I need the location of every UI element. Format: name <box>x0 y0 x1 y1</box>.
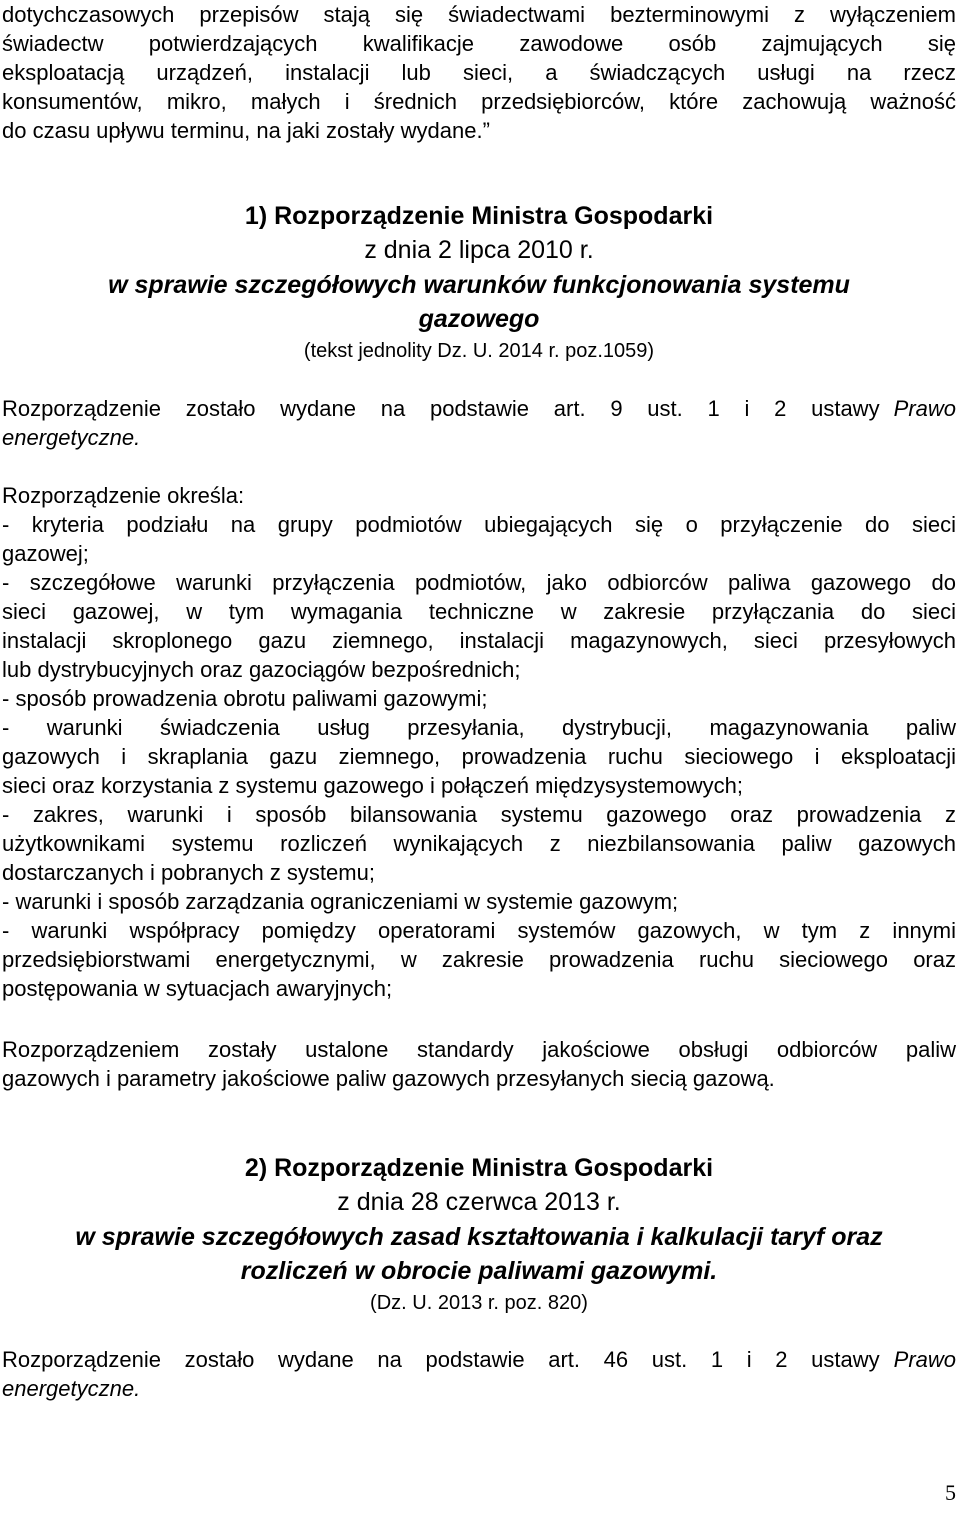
word: ust. <box>647 396 683 421</box>
reg1-standards <box>2 1035 956 1093</box>
reg1-basis-text <box>2 394 880 423</box>
word: Rozporządzenie <box>2 396 161 421</box>
word: zostało <box>185 396 256 421</box>
word: art. <box>553 396 586 421</box>
reg1-scope-line: - warunki świadczenia usług przesyłania, dystrybucji, magazynowania paliw <box>2 715 956 740</box>
reg1-basis <box>2 394 956 452</box>
reg1-scope-line: użytkownikami systemu rozliczeń wynikających z niezbilansowania paliw gazowych <box>2 831 956 856</box>
intro-line: eksploatacją urządzeń, instalacji lub sieci, a świadczących usługi na rzecz <box>2 60 956 85</box>
word: 9 <box>610 396 623 421</box>
word: ustawy <box>811 396 880 421</box>
reg1-scope <box>2 481 956 1003</box>
reg2-basis-line1 <box>2 1345 956 1374</box>
word: ust. <box>651 1347 688 1372</box>
reg2-source: (Dz. U. 2013 r. poz. 820) <box>370 1292 588 1314</box>
intro-line: dotychczasowych przepisów stają się świadectwami bezterminowymi z wyłączeniem <box>2 2 956 27</box>
word: wydane <box>277 1347 354 1372</box>
word: 2 <box>775 1347 788 1372</box>
reg1-scope-line: dostarczanych i pobranych z systemu; <box>2 860 375 885</box>
reg1-scope-heading: Rozporządzenie określa: <box>2 483 245 508</box>
intro-paragraph <box>2 0 956 145</box>
reg1-source: (tekst jednolity Dz. U. 2014 r. poz.1059) <box>303 340 655 362</box>
reg2-title: 2) Rozporządzenie Ministra Gospodarki <box>244 1154 714 1182</box>
reg1-subject-line2: gazowego <box>418 305 540 333</box>
reg1-scope-line: - szczegółowe warunki przyłączenia podmiotów, jako odbiorców paliwa gazowego do <box>2 570 956 595</box>
word: 1 <box>707 396 720 421</box>
reg1-header <box>2 200 956 365</box>
word: Rozporządzenie <box>2 1347 161 1372</box>
intro-line: świadectw potwierdzających kwalifikacje zawodowe osób zajmujących się <box>2 31 956 56</box>
reg1-scope-line: postępowania w sytuacjach awaryjnych; <box>2 976 393 1001</box>
reg1-scope-line: - zakres, warunki i sposób bilansowania systemu gazowego oraz prowadzenia z <box>2 802 956 827</box>
word: 46 <box>603 1347 629 1372</box>
word: podstawie <box>429 396 530 421</box>
reg1-scope-line: gazowych i skraplania gazu ziemnego, prowadzenia ruchu sieciowego i eksploatacji <box>2 744 956 769</box>
reg2-subject-line2: rozliczeń w obrocie paliwami gazowymi. <box>240 1257 718 1285</box>
word: wydane <box>280 396 357 421</box>
reg1-scope-line: sieci gazowej, w tym wymagania techniczne w zakresie przyłączania do sieci <box>2 599 956 624</box>
page-number: 5 <box>945 1480 956 1505</box>
reg1-basis-italic2: energetyczne. <box>2 425 141 450</box>
reg1-scope-list <box>2 510 956 1003</box>
word: 1 <box>710 1347 724 1372</box>
reg2-header <box>2 1152 956 1317</box>
reg1-title: 1) Rozporządzenie Ministra Gospodarki <box>244 202 714 230</box>
word: 2 <box>774 396 787 421</box>
word: na <box>380 396 406 421</box>
reg1-standards-line1: Rozporządzeniem zostały ustalone standardy jakościowe obsługi odbiorców paliw <box>2 1037 956 1062</box>
reg1-scope-line: - warunki i sposób zarządzania ograniczeniami w systemie gazowym; <box>2 889 679 914</box>
reg1-basis-line1 <box>2 394 956 423</box>
word: podstawie <box>425 1347 525 1372</box>
reg2-basis-italic1: Prawo <box>893 1347 956 1372</box>
reg2-basis-text <box>2 1345 880 1374</box>
intro-line: konsumentów, mikro, małych i średnich przedsiębiorców, które zachowują ważność <box>2 89 956 114</box>
word: art. <box>548 1347 581 1372</box>
reg2-basis <box>2 1345 956 1403</box>
reg2-date: z dnia 28 czerwca 2013 r. <box>337 1188 621 1216</box>
word: zostało <box>184 1347 255 1372</box>
reg1-standards-line2: gazowych i parametry jakościowe paliw gazowych przesyłanych siecią gazową. <box>2 1066 775 1091</box>
word: ustawy <box>811 1347 880 1372</box>
reg1-scope-line: gazowej; <box>2 541 89 566</box>
word: na <box>377 1347 402 1372</box>
reg1-scope-line: sieci oraz korzystania z systemu gazowego i połączeń międzysystemowych; <box>2 773 743 798</box>
reg1-scope-line: - sposób prowadzenia obrotu paliwami gazowymi; <box>2 686 488 711</box>
reg2-basis-italic2: energetyczne. <box>2 1376 141 1401</box>
word: i <box>744 396 750 421</box>
reg1-scope-line: instalacji skroplonego gazu ziemnego, instalacji magazynowych, sieci przesyłowych <box>2 628 956 653</box>
reg1-basis-italic1: Prawo <box>893 396 956 421</box>
word: i <box>746 1347 752 1372</box>
intro-line: do czasu upływu terminu, na jaki zostały wydane.” <box>2 118 490 143</box>
reg1-scope-line: - warunki współpracy pomiędzy operatorami systemów gazowych, w tym z innymi <box>2 918 956 943</box>
reg1-scope-line: przedsiębiorstwami energetycznymi, w zakresie prowadzenia ruchu sieciowego oraz <box>2 947 956 972</box>
reg1-date: z dnia 2 lipca 2010 r. <box>364 236 594 264</box>
reg1-subject-line1: w sprawie szczegółowych warunków funkcjonowania systemu <box>108 271 850 299</box>
reg1-scope-line: lub dystrybucyjnych oraz gazociągów bezpośrednich; <box>2 657 521 682</box>
reg1-scope-line: - kryteria podziału na grupy podmiotów ubiegających się o przyłączenie do sieci <box>2 512 956 537</box>
reg2-subject-line1: w sprawie szczegółowych zasad kształtowania i kalkulacji taryf oraz <box>75 1223 883 1251</box>
